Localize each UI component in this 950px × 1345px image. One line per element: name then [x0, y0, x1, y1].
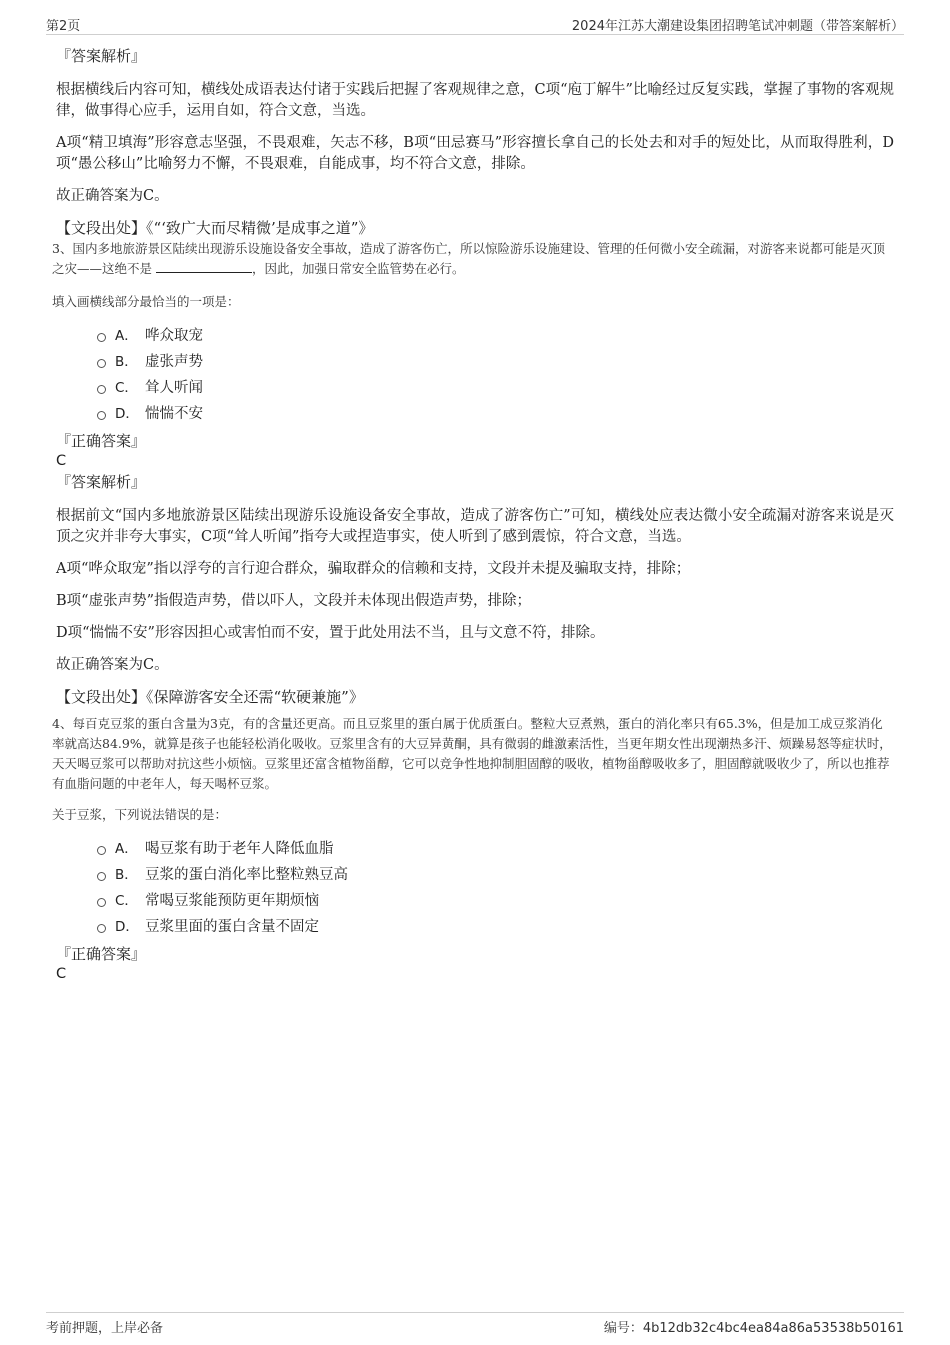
page-footer	[46, 1312, 904, 1335]
q4-answer: C	[56, 966, 67, 982]
q4-answer-label: 『正确答案』	[56, 945, 147, 963]
radio-button-icon[interactable]	[97, 898, 106, 907]
q3-option-b[interactable]: B． 虚张声势	[56, 349, 894, 375]
q3-options	[56, 323, 894, 427]
q3-analysis-para-2: A项“哗众取宠”指以浮夸的言行迎合群众，骗取群众的信赖和支持，文段并未提及骗取支持，排除；	[56, 561, 691, 577]
radio-button-icon[interactable]	[97, 846, 106, 855]
q3-option-a[interactable]: A． 哗众取宠	[56, 323, 894, 349]
q3-analysis-para-4: D项“惴惴不安”形容因担心或害怕而不安，置于此处用法不当，且与文意不符，排除。	[56, 625, 605, 641]
q4-options	[56, 836, 894, 940]
page-header	[46, 14, 904, 35]
footer-slogan: 考前押题，上岸必备	[46, 1321, 164, 1336]
q3-option-d[interactable]: D． 惴惴不安	[56, 401, 894, 427]
q3-prompt: 填入画横线部分最恰当的一项是：	[52, 294, 240, 309]
radio-button-icon[interactable]	[97, 359, 106, 368]
q2-analysis-para-1: 根据横线后内容可知，横线处成语表达付诸于实践后把握了客观规律之意，C项“庖丁解牛”比喻经过反复实践，掌握了事物的客观规律，做事得心应手，运用自如，符合文意，当选。	[56, 82, 894, 119]
q4-option-d[interactable]: D． 豆浆里面的蛋白含量不固定	[56, 914, 894, 940]
page-content	[52, 46, 894, 984]
q2-source: 【文段出处】《“‘致广大而尽精微’是成事之道”》	[56, 219, 374, 237]
radio-button-icon[interactable]	[97, 924, 106, 933]
q4-prompt: 关于豆浆，下列说法错误的是：	[52, 807, 228, 822]
fill-in-blank	[156, 260, 252, 273]
q4-question-text: 4、每百克豆浆的蛋白含量为3克，有的含量还更高。而且豆浆里的蛋白属于优质蛋白。整粒大豆煮熟，蛋白的消化率只有65.3%，但是加工成豆浆消化率就高达84.9%，就算是孩子也能轻松消化吸收。豆浆里含有的大豆异黄酮，具有微弱的雌激素活性，当更年期女性出现潮热多汗、烦躁易怒等症状时，天天喝豆浆可以帮助对抗这些小烦恼。豆浆里还富含植物甾醇，它可以竞争性地抑制胆固醇的吸收，植物甾醇吸收多了，胆固醇就吸收少了，所以也推荐有血脂问题的中老年人，每天喝杯豆浆。	[52, 716, 892, 791]
q2-analysis-para-2: A项“精卫填海”形容意志坚强，不畏艰难，矢志不移，B项“田忌赛马”形容擅长拿自己的长处去和对手的短处比，从而取得胜利，D项“愚公移山”比喻努力不懈，不畏艰难，自能成事，均不符合文意，排除。	[56, 135, 894, 172]
q2-analysis-conclusion: 故正确答案为C。	[56, 188, 169, 204]
q3-analysis-para-3: B项“虚张声势”指假造声势，借以吓人，文段并未体现出假造声势，排除；	[56, 593, 531, 609]
q3-analysis-conclusion: 故正确答案为C。	[56, 657, 169, 673]
q3-answer-label: 『正确答案』	[56, 432, 147, 450]
q3-source: 【文段出处】《保障游客安全还需“软硬兼施”》	[56, 688, 364, 706]
page-number: 第2页	[46, 19, 81, 34]
document-title: 2024年江苏大潮建设集团招聘笔试冲刺题（带答案解析）	[571, 19, 904, 34]
q3-answer: C	[56, 453, 67, 469]
q4-option-c[interactable]: C． 常喝豆浆能预防更年期烦恼	[56, 888, 894, 914]
q3-analysis-para-1: 根据前文“国内多地旅游景区陆续出现游乐设施设备安全事故，造成了游客伤亡”可知，横线处应表达微小安全疏漏对游客来说是灭顶之灾并非夸大事实，C项“耸人听闻”指夸大或捏造事实，使人听到了感到震惊，符合文意，当选。	[56, 508, 894, 545]
q2-analysis-label: 『答案解析』	[56, 47, 147, 65]
q4-option-a[interactable]: A． 喝豆浆有助于老年人降低血脂	[56, 836, 894, 862]
document-id: 编号：4b12db32c4bc4ea84a86a53538b50161	[603, 1321, 904, 1336]
radio-button-icon[interactable]	[97, 411, 106, 420]
q3-analysis-label: 『答案解析』	[56, 473, 147, 491]
radio-button-icon[interactable]	[97, 872, 106, 881]
q3-question-text: 3、国内多地旅游景区陆续出现游乐设施设备安全事故，造成了游客伤亡，所以惊险游乐设施建设、管理的任何微小安全疏漏，对游客来说都可能是灭顶之灾——这绝不是 ，因此，加强日常安全监管势在必行。	[52, 241, 885, 276]
q3-option-c[interactable]: C． 耸人听闻	[56, 375, 894, 401]
radio-button-icon[interactable]	[97, 385, 106, 394]
radio-button-icon[interactable]	[97, 333, 106, 342]
q4-option-b[interactable]: B． 豆浆的蛋白消化率比整粒熟豆高	[56, 862, 894, 888]
